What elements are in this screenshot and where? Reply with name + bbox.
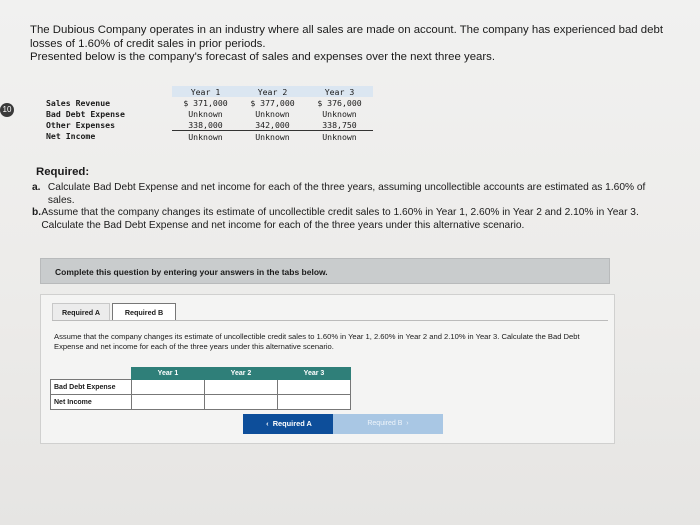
bad-debt-year3-input[interactable] bbox=[278, 380, 351, 395]
forecast-cell: $ 377,000 bbox=[250, 97, 295, 108]
answer-header-row bbox=[51, 368, 351, 380]
forecast-cell: $ 376,000 bbox=[317, 97, 362, 108]
forecast-row-label: Net Income bbox=[46, 131, 96, 142]
prev-button-label: Required A bbox=[272, 419, 312, 428]
forecast-cell: $ 371,000 bbox=[183, 97, 228, 108]
item-marker: a. bbox=[32, 182, 41, 193]
forecast-cell: 338,750 bbox=[322, 119, 357, 130]
problem-intro bbox=[30, 24, 670, 65]
bad-debt-year2-input[interactable] bbox=[205, 380, 278, 395]
tab-divider bbox=[52, 320, 608, 321]
required-item-b bbox=[32, 207, 672, 232]
next-button-label: Required B bbox=[367, 420, 403, 427]
forecast-row-label: Bad Debt Expense bbox=[46, 108, 125, 119]
side-question-number: 10 bbox=[0, 103, 14, 117]
forecast-row bbox=[40, 108, 373, 119]
instructions-banner: Complete this question by entering your answers in the tabs below. bbox=[40, 258, 610, 284]
forecast-header-row bbox=[40, 86, 373, 97]
required-item-a bbox=[32, 182, 672, 207]
forecast-cell: 342,000 bbox=[255, 119, 290, 130]
forecast-row-label: Sales Revenue bbox=[46, 97, 111, 108]
chevron-right-icon: › bbox=[406, 420, 409, 427]
forecast-row bbox=[40, 131, 373, 143]
required-list bbox=[32, 182, 672, 232]
answer-row-label: Net Income bbox=[51, 395, 132, 410]
intro-line-3: Presented below is the company's forecast of sales and expenses over the next three years. bbox=[30, 51, 496, 63]
answer-header: Year 3 bbox=[278, 368, 351, 380]
forecast-row bbox=[40, 119, 373, 131]
tab-required-a[interactable]: Required A bbox=[52, 303, 110, 321]
answer-table bbox=[50, 367, 351, 410]
answer-corner bbox=[51, 368, 132, 380]
forecast-table bbox=[40, 86, 373, 142]
forecast-header: Year 1 bbox=[172, 86, 239, 97]
answer-header: Year 1 bbox=[132, 368, 205, 380]
forecast-cell: Unknown bbox=[255, 108, 290, 119]
chevron-left-icon: ‹ bbox=[266, 419, 269, 428]
item-marker: b. bbox=[32, 207, 42, 218]
forecast-row-label: Other Expenses bbox=[46, 119, 116, 130]
intro-line-2: losses of 1.60% of credit sales in prior periods. bbox=[30, 37, 266, 50]
prev-required-a-button[interactable] bbox=[243, 414, 335, 434]
item-text: Calculate Bad Debt Expense and net income for each of the three years, assuming uncollectible accounts are estimated as 1.60% of sales. bbox=[47, 182, 646, 206]
forecast-cell: Unknown bbox=[172, 131, 239, 143]
net-income-year1-input[interactable] bbox=[132, 395, 205, 410]
forecast-corner bbox=[40, 86, 172, 97]
intro-line-1: The Dubious Company operates in an industry where all sales are made on account. The company has experienced bad debt bbox=[30, 24, 663, 36]
forecast-row bbox=[40, 97, 373, 108]
forecast-header: Year 2 bbox=[239, 86, 306, 97]
answer-row-label: Bad Debt Expense bbox=[51, 380, 132, 395]
forecast-cell: Unknown bbox=[306, 131, 373, 143]
answer-grid bbox=[50, 367, 351, 410]
forecast-cell: Unknown bbox=[188, 108, 223, 119]
answer-header: Year 2 bbox=[205, 368, 278, 380]
forecast-header: Year 3 bbox=[306, 86, 373, 97]
tab-instruction: Assume that the company changes its estimate of uncollectible credit sales to 1.60% in Year 1, 2.60% in Year 2 and 2.10% in Year 3. Calculate the Bad Debt Expense and net income for each of the three years under this alternative scenario. bbox=[54, 332, 580, 351]
forecast-cell: Unknown bbox=[239, 131, 306, 143]
bad-debt-year1-input[interactable] bbox=[132, 380, 205, 395]
next-required-b-button[interactable] bbox=[333, 414, 443, 434]
net-income-year2-input[interactable] bbox=[205, 395, 278, 410]
answer-row bbox=[51, 395, 351, 410]
tab-required-b[interactable]: Required B bbox=[112, 303, 176, 321]
item-text: Assume that the company changes its estimate of uncollectible credit sales to 1.60% in Year 1, 2.60% in Year 2 and 2.10% in Year 3. Calculate the Bad Debt Expense and net income for each of the three years under this alternative scenario. bbox=[41, 207, 639, 231]
forecast-cell: 338,000 bbox=[188, 119, 223, 130]
answer-row bbox=[51, 380, 351, 395]
forecast-cell: Unknown bbox=[322, 108, 357, 119]
required-heading: Required: bbox=[36, 166, 90, 178]
net-income-year3-input[interactable] bbox=[278, 395, 351, 410]
